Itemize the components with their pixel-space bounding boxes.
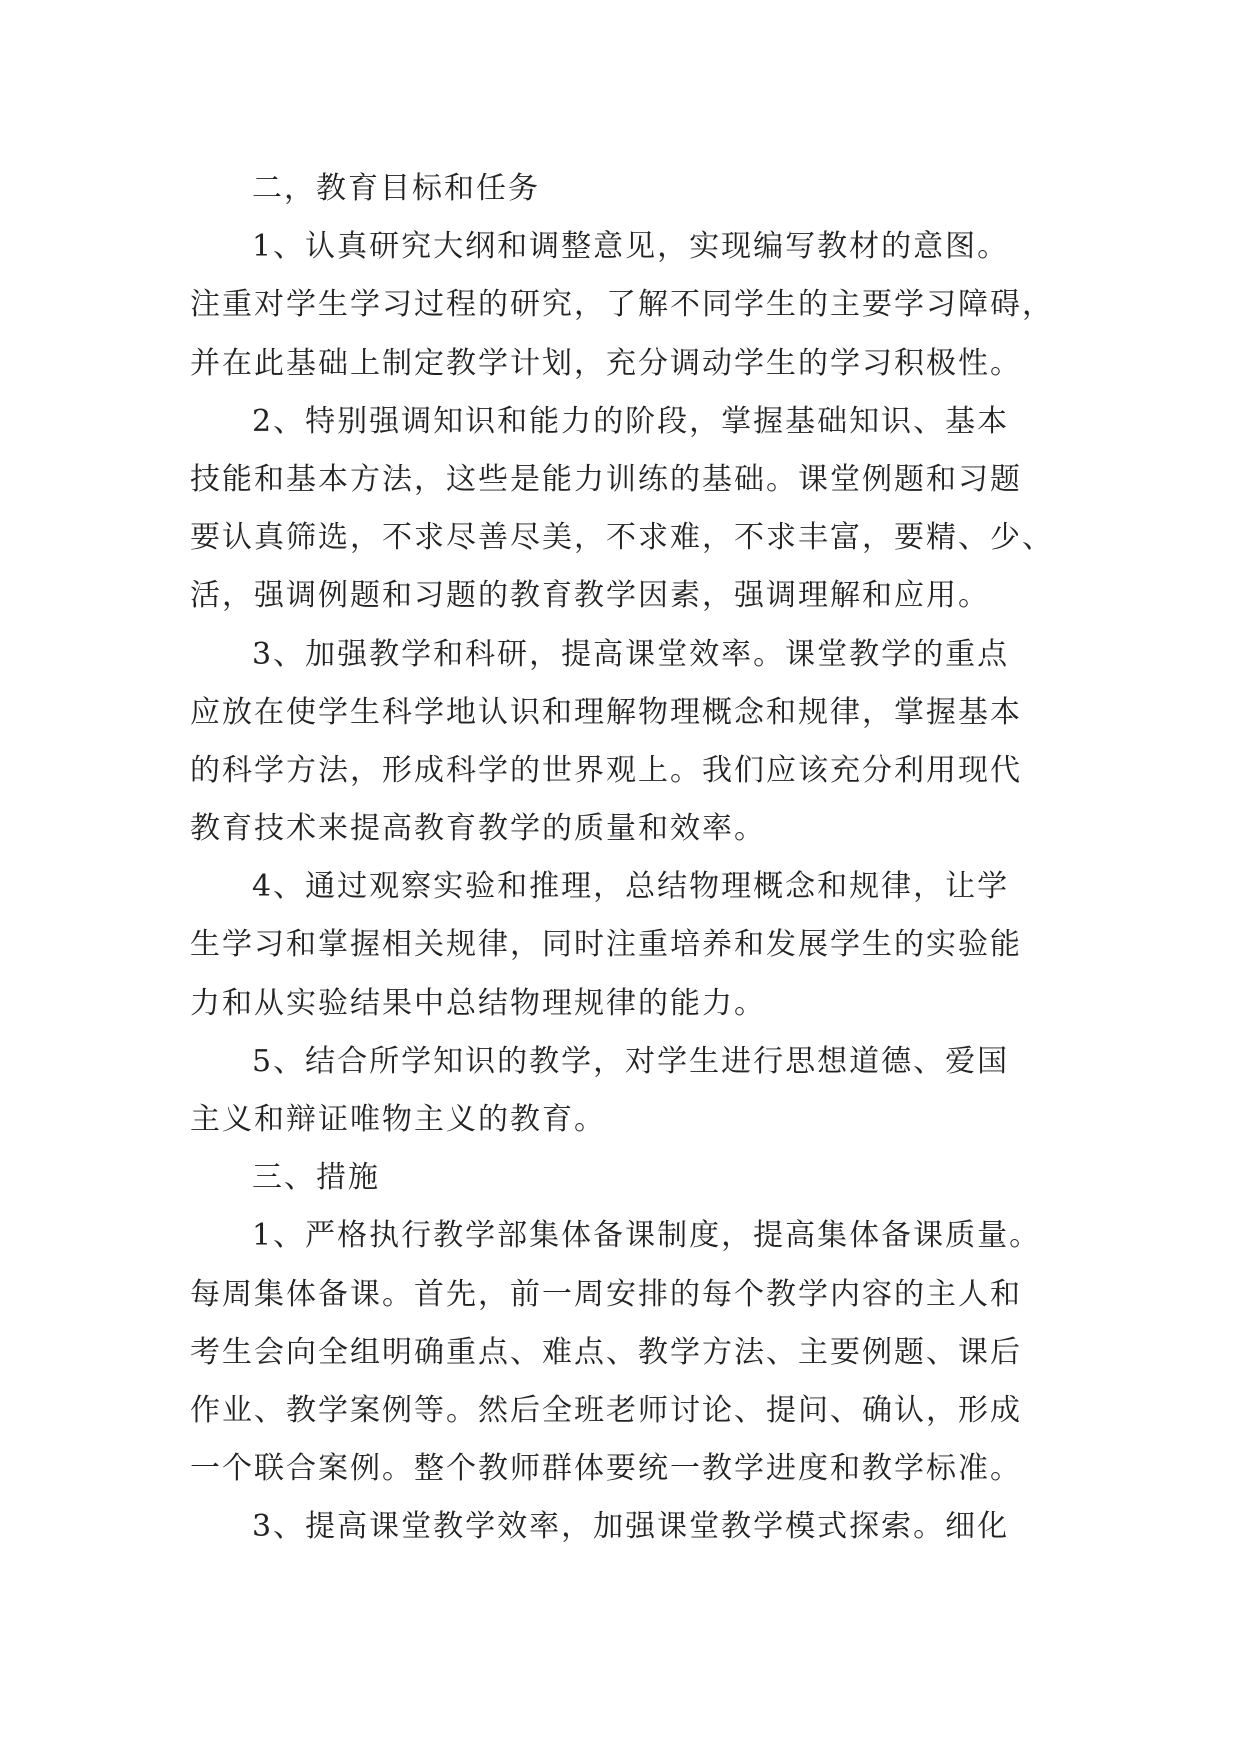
paragraph-line: 主义和辩证唯物主义的教育。	[190, 1102, 606, 1137]
paragraph-line: 5、结合所学知识的教学，对学生进行思想道德、爱国	[252, 1043, 1010, 1079]
paragraph-line: 要认真筛选，不求尽善尽美，不求难，不求丰富，要精、少、	[190, 520, 1054, 556]
paragraph-line: 每周集体备课。首先，前一周安排的每个教学内容的主人和	[190, 1276, 1022, 1312]
paragraph-line: 1、认真研究大纲和调整意见，实现编写教材的意图。	[252, 229, 1010, 265]
paragraph-line: 应放在使学生科学地认识和理解物理概念和规律，掌握基本	[190, 694, 1022, 730]
paragraph-line: 活，强调例题和习题的教育教学因素，强调理解和应用。	[190, 578, 990, 614]
section-heading-measures: 三、措施	[252, 1160, 380, 1196]
paragraph-line: 注重对学生学习过程的研究，了解不同学生的主要学习障碍，	[190, 287, 1054, 323]
document-body	[190, 160, 1070, 1557]
paragraph-line: 2、特别强调知识和能力的阶段，掌握基础知识、基本	[252, 403, 1010, 439]
paragraph-line: 作业、教学案例等。然后全班老师讨论、提问、确认，形成	[190, 1392, 1022, 1428]
paragraph-line: 3、提高课堂教学效率，加强课堂教学模式探索。细化	[252, 1509, 1010, 1545]
paragraph-line: 并在此基础上制定教学计划，充分调动学生的学习积极性。	[190, 345, 1022, 381]
paragraph-line: 力和从实验结果中总结物理规律的能力。	[190, 985, 766, 1021]
paragraph-line: 的科学方法，形成科学的世界观上。我们应该充分利用现代	[190, 752, 1022, 788]
paragraph-line: 考生会向全组明确重点、难点、教学方法、主要例题、课后	[190, 1334, 1022, 1370]
paragraph-line: 4、通过观察实验和推理，总结物理概念和规律，让学	[252, 869, 1010, 905]
section-heading-goals: 二，教育目标和任务	[252, 171, 540, 206]
paragraph-line: 3、加强教学和科研，提高课堂效率。课堂教学的重点	[252, 636, 1010, 672]
paragraph-line: 生学习和掌握相关规律，同时注重培养和发展学生的实验能	[190, 927, 1022, 963]
paragraph-line: 技能和基本方法，这些是能力训练的基础。课堂例题和习题	[190, 461, 1022, 497]
paragraph-line: 教育技术来提高教育教学的质量和效率。	[190, 811, 766, 847]
paragraph-line: 一个联合案例。整个教师群体要统一教学进度和教学标准。	[190, 1451, 1022, 1487]
paragraph-line: 1、严格执行教学部集体备课制度，提高集体备课质量。	[252, 1218, 1042, 1254]
